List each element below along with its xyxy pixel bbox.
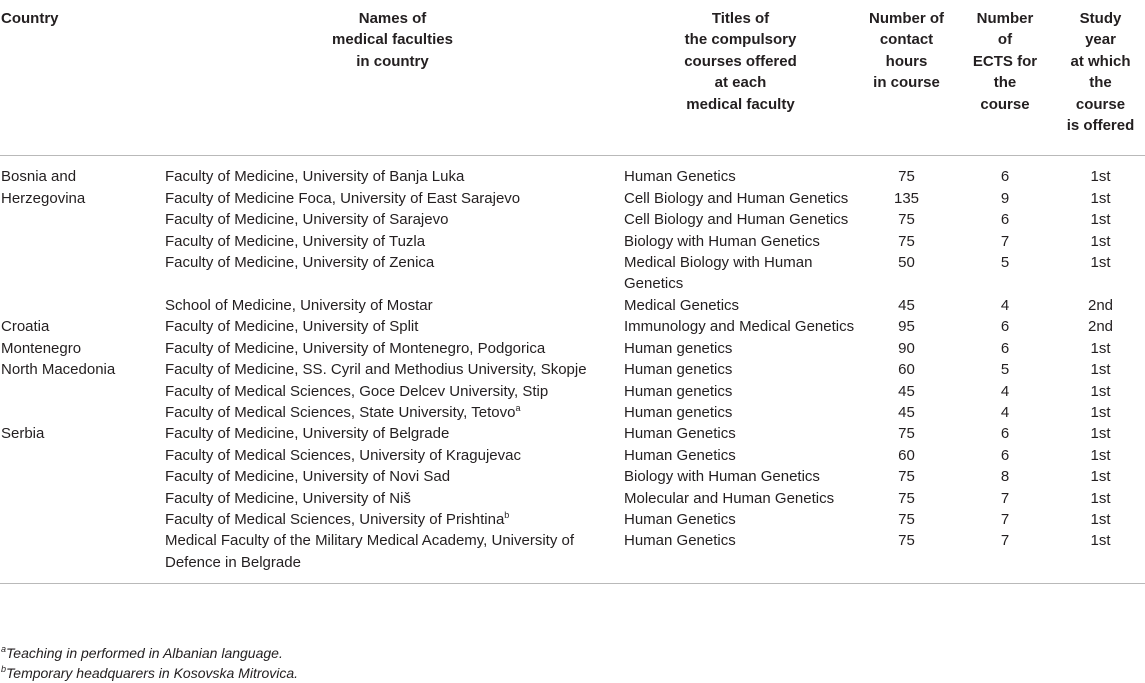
ects-cell: 7 [1000,232,1010,250]
course-cell: Human genetics [624,382,733,400]
course-cell: Human genetics [624,361,733,379]
year-cell: 1st [1090,446,1111,464]
hours-cell: 135 [893,189,920,207]
footnote-marker: a [515,402,521,413]
course-cell: Medical Genetics [624,296,740,314]
header-hours: Number of contact hours in course [859,2,954,156]
faculty-cell: Faculty of Medicine, University of Banja Luka [165,168,465,186]
footnote-mark-a: a [1,644,7,654]
course-cell: Human Genetics [622,530,859,583]
country-cell: North Macedonia [1,361,116,379]
table-row [0,338,1145,359]
course-cell: Human genetics [624,403,733,421]
faculty-cell: School of Medicine, University of Mostar [165,296,433,314]
year-cell: 1st [1090,403,1111,421]
country-cell [0,209,163,230]
faculty-cell: Faculty of Medicine, University of Sarajevo [165,211,449,229]
header-ects: Number of ECTS for the course [954,2,1056,156]
country-cell [0,252,163,295]
course-cell: Biology with Human Genetics [624,468,820,486]
country-cell [0,466,163,487]
year-cell: 1st [1090,254,1111,272]
faculty-cell [163,402,622,423]
table-row [0,381,1145,402]
hours-cell: 75 [898,168,915,186]
course-cell: Human Genetics [624,168,736,186]
country-cell [0,402,163,423]
year-cell: 1st [1056,530,1145,583]
hours-cell: 75 [898,425,915,443]
hours-cell: 75 [898,211,915,229]
hours-cell: 75 [898,510,915,528]
ects-cell: 7 [1000,510,1010,528]
year-cell: 2nd [1087,318,1114,336]
course-cell: Human Genetics [624,446,736,464]
table-row [0,402,1145,423]
ects-cell: 6 [1000,168,1010,186]
footnote-mark-b: b [1,664,7,674]
course-cell: Immunology and Medical Genetics [624,318,855,336]
faculty-cell [163,509,622,530]
ects-cell: 6 [1000,339,1010,357]
ects-cell: 9 [1000,189,1010,207]
country-cell [0,445,163,466]
footnote-b [1,663,298,683]
table-row [0,231,1145,252]
course-cell: Cell Biology and Human Genetics [624,211,849,229]
ects-cell: 7 [1000,489,1010,507]
header-row [0,2,1145,156]
hours-cell: 45 [898,403,915,421]
hours-cell: 75 [898,468,915,486]
ects-cell: 4 [1000,382,1010,400]
country-cell [0,488,163,509]
faculty-name: Faculty of Medical Sciences, State University, Tetovo [165,403,516,421]
year-cell: 1st [1090,339,1111,357]
footnotes [1,643,298,683]
faculty-cell: Faculty of Medicine, SS. Cyril and Methodius University, Skopje [165,361,587,379]
ects-cell: 6 [1000,425,1010,443]
table-row [0,156,1145,188]
faculty-cell: Faculty of Medicine, University of Novi Sad [165,468,451,486]
year-cell: 1st [1090,489,1111,507]
year-cell: 1st [1090,510,1111,528]
faculty-cell: Faculty of Medicine, University of Tuzla [165,232,426,250]
faculty-cell: Faculty of Medicine, University of Zenica [165,254,435,272]
table-row [0,445,1145,466]
course-cell: Molecular and Human Genetics [624,489,835,507]
table-row [0,295,1145,316]
footnote-text-b: Temporary headquarers in Kosovska Mitrovica. [6,665,299,681]
header-course: Titles of the compulsory courses offered at each medical faculty [622,2,859,156]
hours-cell: 60 [898,361,915,379]
ects-cell: 5 [1000,361,1010,379]
footnote-a [1,643,298,663]
year-cell: 1st [1090,468,1111,486]
table-row [0,316,1145,337]
hours-cell: 75 [898,489,915,507]
faculties-table [0,2,1145,584]
country-cell [0,295,163,316]
hours-cell: 45 [898,296,915,314]
faculty-cell: Faculty of Medicine, University of Belgrade [165,425,450,443]
country-cell: Montenegro [1,339,82,357]
header-year: Study year at which the course is offered [1056,2,1145,156]
hours-cell: 95 [898,318,915,336]
year-cell: 1st [1090,168,1111,186]
table-row [0,252,1145,295]
faculty-cell: Faculty of Medicine Foca, University of East Sarajevo [165,189,521,207]
table-row [0,423,1145,444]
hours-cell: 75 [898,232,915,250]
hours-cell: 75 [859,530,954,583]
ects-cell: 4 [1000,403,1010,421]
table-row [0,530,1145,583]
table-row [0,209,1145,230]
header-faculty: Names of medical faculties in country [163,2,622,156]
year-cell: 1st [1090,382,1111,400]
ects-cell: 6 [1000,211,1010,229]
hours-cell: 45 [898,382,915,400]
table-row [0,466,1145,487]
hours-cell: 50 [898,254,915,272]
country-cell [0,509,163,530]
faculty-cell: Medical Faculty of the Military Medical Academy, University of Defence in Belgrade [163,530,622,583]
ects-cell: 8 [1000,468,1010,486]
footnote-text-a: Teaching in performed in Albanian language. [6,645,283,661]
course-cell: Human Genetics [624,425,736,443]
course-cell: Human genetics [624,339,733,357]
ects-cell: 6 [1000,446,1010,464]
table-row [0,488,1145,509]
country-cell [0,381,163,402]
ects-cell: 7 [954,530,1056,583]
country-cell: Bosnia and [1,168,77,186]
ects-cell: 6 [1000,318,1010,336]
course-cell: Medical Biology with Human Genetics [624,254,813,293]
country-cell: Herzegovina [1,189,86,207]
hours-cell: 60 [898,446,915,464]
course-cell: Cell Biology and Human Genetics [624,189,849,207]
faculty-cell: Faculty of Medicine, University of Montenegro, Podgorica [165,339,546,357]
faculty-cell: Faculty of Medicine, University of Split [165,318,419,336]
table-row [0,359,1145,380]
country-cell [0,231,163,252]
year-cell: 1st [1090,211,1111,229]
country-cell [0,530,163,583]
faculty-name: Faculty of Medical Sciences, University of Prishtina [165,510,505,528]
year-cell: 2nd [1087,296,1114,314]
year-cell: 1st [1090,232,1111,250]
course-cell: Biology with Human Genetics [624,232,820,250]
table-row [0,188,1145,209]
faculty-cell: Faculty of Medicine, University of Niš [165,489,411,507]
table-row [0,509,1145,530]
hours-cell: 90 [898,339,915,357]
ects-cell: 5 [1000,254,1010,272]
faculty-cell: Faculty of Medical Sciences, University of Kragujevac [165,446,521,464]
country-cell: Croatia [1,318,50,336]
ects-cell: 4 [1000,296,1010,314]
footnote-marker: b [504,509,510,520]
header-country: Country [0,2,163,156]
year-cell: 1st [1090,361,1111,379]
faculty-cell: Faculty of Medical Sciences, Goce Delcev University, Stip [165,382,549,400]
year-cell: 1st [1090,189,1111,207]
country-cell: Serbia [1,425,45,443]
year-cell: 1st [1090,425,1111,443]
course-cell: Human Genetics [624,510,736,528]
